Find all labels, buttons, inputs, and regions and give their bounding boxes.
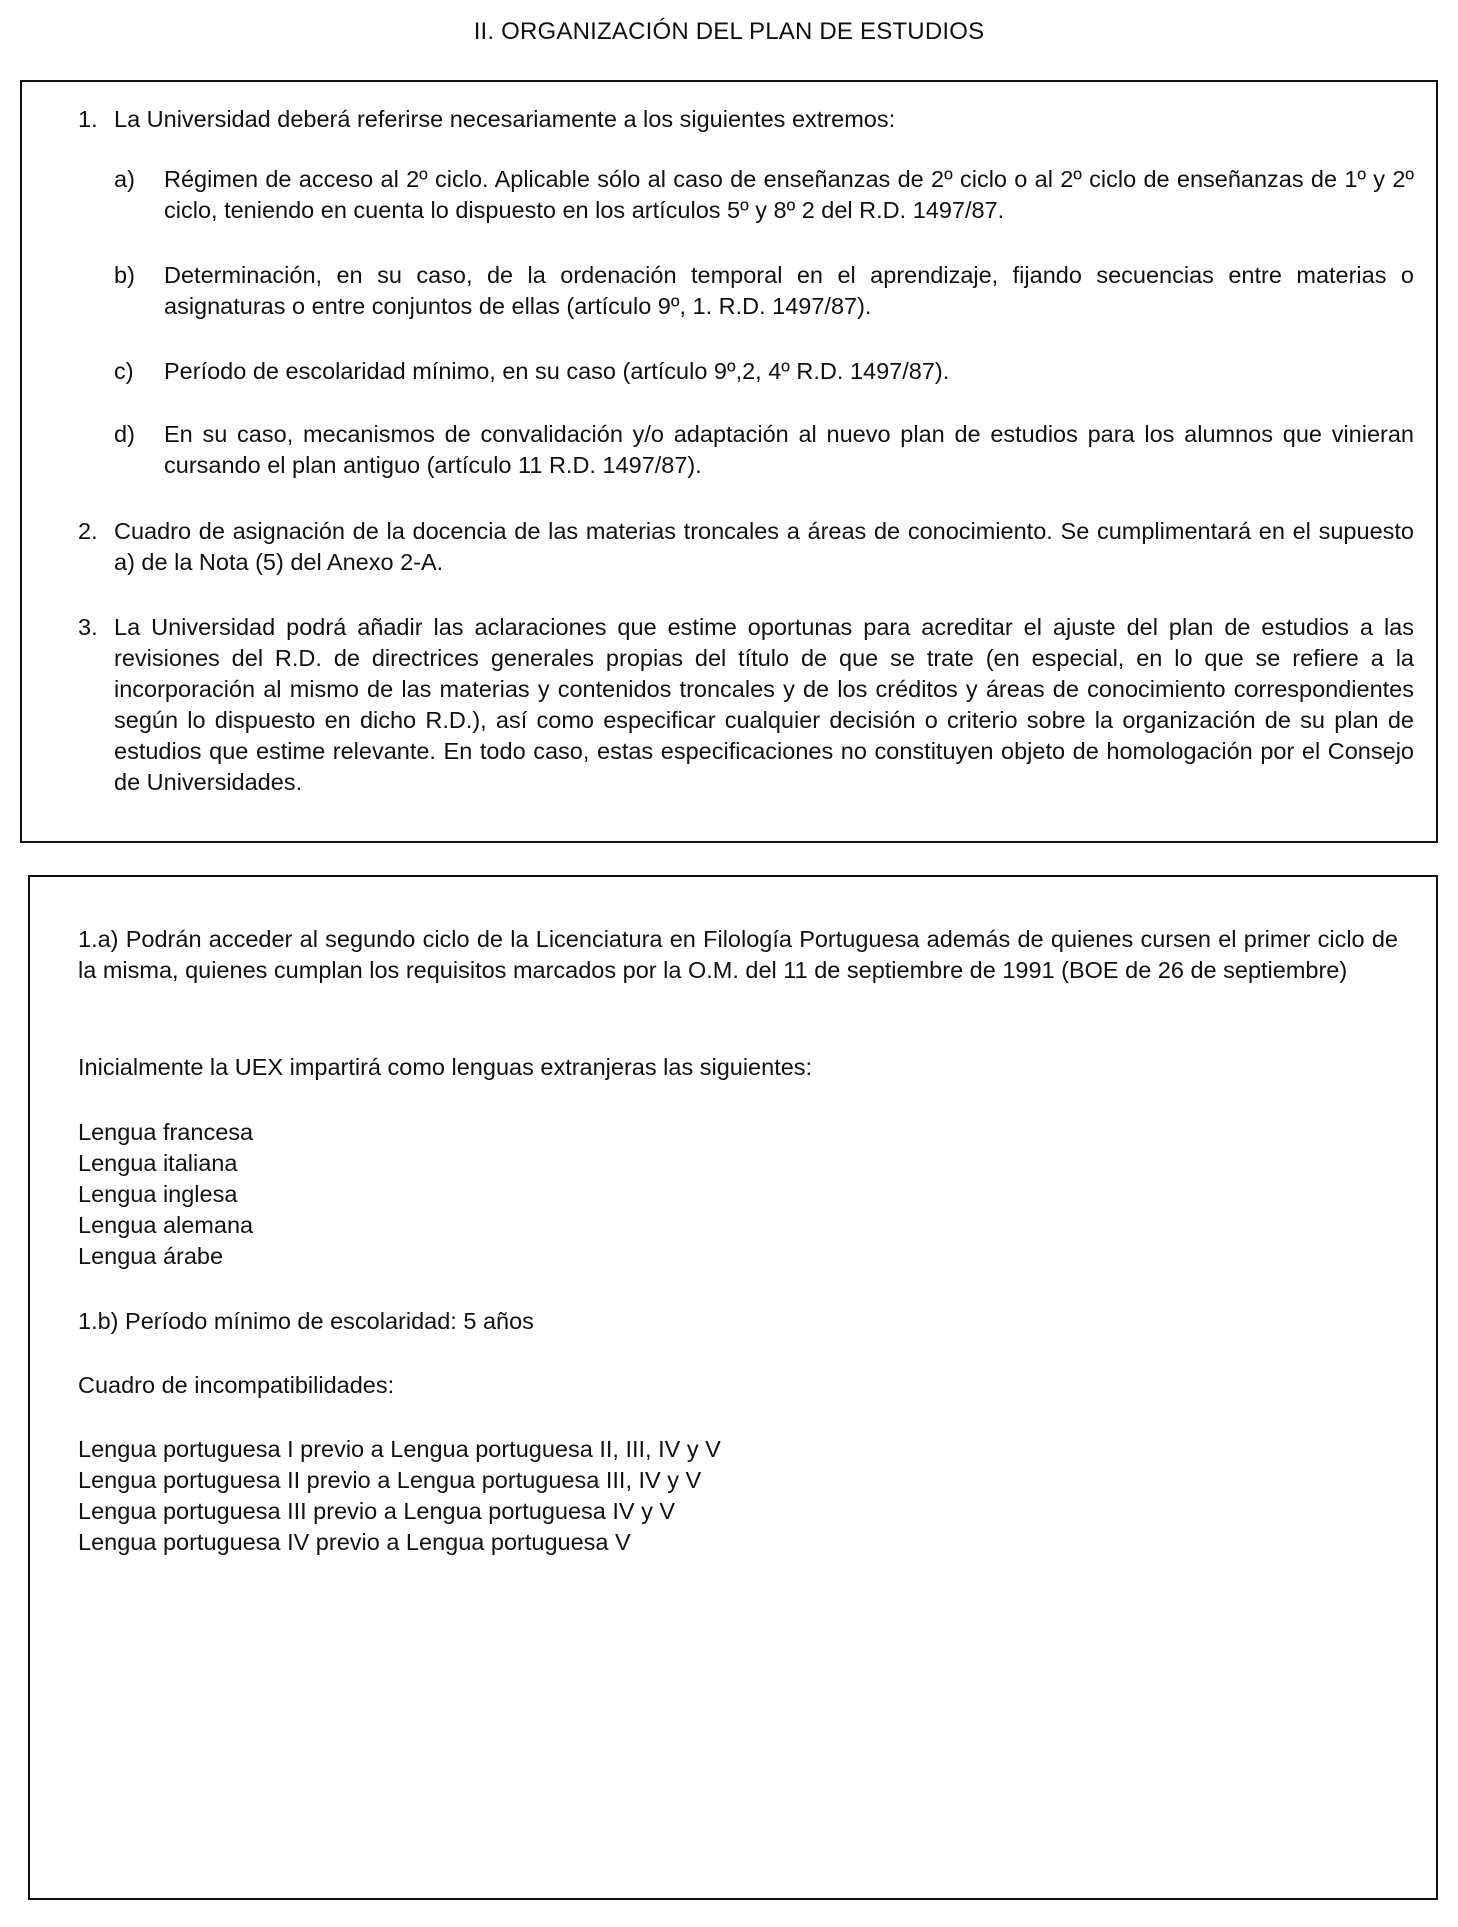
subitem-c-letter: c): [114, 358, 134, 384]
language-item: Lengua alemana: [78, 1212, 254, 1238]
item-2-number: 2.: [78, 518, 98, 544]
subitem-d-letter: d): [114, 421, 135, 447]
instructions-box: [20, 80, 1438, 843]
item-3-text: La Universidad podrá añadir las aclaraciones que estime oportunas para acreditar el ajuste del plan de estudios a las revisiones del R.D. de directrices generales propias del título de que se trate (en especial, en lo que se refiere a la incorporación al mismo de las materias y contenidos troncales y de los créditos y áreas de conocimiento correspondientes según lo dispuesto en dicho R.D.), así como especificar cualquier decisión o criterio sobre la organización de su plan de estudios que estime relevante. En todo caso, estas especificaciones no constituyen objeto de homologación por el Consejo de Universidades.: [114, 614, 1414, 795]
page-title: II. ORGANIZACIÓN DEL PLAN DE ESTUDIOS: [473, 18, 985, 45]
subitem-b-letter: b): [114, 262, 135, 288]
incompat-item: Lengua portuguesa III previo a Lengua portuguesa IV y V: [78, 1498, 676, 1524]
incompat-item: Lengua portuguesa II previo a Lengua portuguesa III, IV y V: [78, 1467, 702, 1493]
item-1-number: 1.: [78, 106, 98, 132]
item-1-text: La Universidad deberá referirse necesariamente a los siguientes extremos:: [114, 106, 896, 132]
subitem-b-text: Determinación, en su caso, de la ordenación temporal en el aprendizaje, fijando secuencias entre materias o asignaturas o entre conjuntos de ellas (artículo 9º, 1. R.D. 1497/87).: [164, 262, 1414, 319]
language-item: Lengua árabe: [78, 1243, 224, 1269]
incompat-item: Lengua portuguesa IV previo a Lengua portuguesa V: [78, 1529, 631, 1555]
access-paragraph: 1.a) Podrán acceder al segundo ciclo de la Licenciatura en Filología Portuguesa además de quienes cursen el primer ciclo de la misma, quienes cumplan los requisitos marcados por la O.M. del 11 de septiembre de 1991 (BOE de 26 de septiembre): [78, 926, 1398, 983]
incompat-title: Cuadro de incompatibilidades:: [78, 1372, 395, 1398]
language-item: Lengua francesa: [78, 1119, 254, 1145]
subitem-c-text: Período de escolaridad mínimo, en su caso (artículo 9º,2, 4º R.D. 1497/87).: [164, 358, 950, 384]
language-item: Lengua inglesa: [78, 1181, 238, 1207]
content-box: [28, 875, 1438, 1900]
item-2-text: Cuadro de asignación de la docencia de las materias troncales a áreas de conocimiento. Se cumplimentará en el supuesto a) de la Nota (5) del Anexo 2-A.: [114, 518, 1414, 575]
subitem-a-text: Régimen de acceso al 2º ciclo. Aplicable sólo al caso de enseñanzas de 2º ciclo o al 2º ciclo de enseñanzas de 1º y 2º ciclo, teniendo en cuenta lo dispuesto en los artículos 5º y 8º 2 del R.D. 1497/87.: [164, 166, 1414, 223]
incompat-item: Lengua portuguesa I previo a Lengua portuguesa II, III, IV y V: [78, 1436, 721, 1462]
item-3-number: 3.: [78, 614, 98, 640]
subitem-a-letter: a): [114, 166, 135, 192]
subitem-d-text: En su caso, mecanismos de convalidación y/o adaptación al nuevo plan de estudios para los alumnos que vinieran cursando el plan antiguo (artículo 11 R.D. 1497/87).: [164, 421, 1414, 478]
languages-intro: Inicialmente la UEX impartirá como lenguas extranjeras las siguientes:: [78, 1054, 813, 1080]
language-item: Lengua italiana: [78, 1150, 238, 1176]
min-period: 1.b) Período mínimo de escolaridad: 5 años: [78, 1308, 534, 1334]
